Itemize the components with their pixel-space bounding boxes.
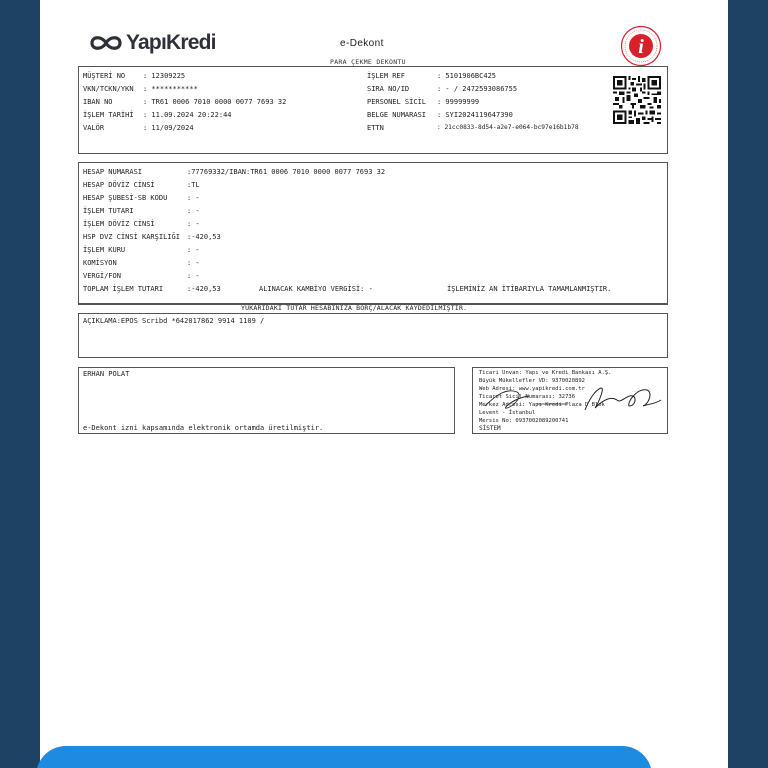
signature-label: SİSTEM <box>479 425 501 432</box>
bank-info-line: Ticari Unvan: Yapı ve Kredi Bankası A.Ş. <box>479 370 612 376</box>
info-value: : SYI2024119647390 <box>437 111 513 119</box>
qr-code-icon[interactable] <box>613 76 661 124</box>
detail-label: İŞLEM DÖVİZ CİNSİ <box>83 220 155 228</box>
detail-value: : - <box>187 207 200 215</box>
e-dekont-note: e-Dekont izni kapsamında elektronik ortamda üretilmiştir. <box>83 424 324 432</box>
info-label: BELGE NUMARASI <box>367 111 427 119</box>
detail-label: TOPLAM İŞLEM TUTARI <box>83 285 164 293</box>
info-value: : 11.09.2024 20:22:44 <box>143 111 232 119</box>
info-label: İŞLEM REF <box>367 72 405 80</box>
document-subtitle: PARA ÇEKME DEKONTU <box>330 58 406 66</box>
detail-label: İŞLEM KURU <box>83 246 126 254</box>
info-value: : 99999999 <box>437 98 480 106</box>
detail-label: HESAP NUMARASI <box>83 168 143 176</box>
kambiyo-tax: ALINACAK KAMBİYO VERGİSİ: - <box>259 285 373 293</box>
info-value: : *********** <box>143 85 198 93</box>
info-value: : 5101906BC425 <box>437 72 497 80</box>
detail-value: : - <box>187 194 200 202</box>
detail-value: : - <box>187 246 200 254</box>
bottom-action-button[interactable] <box>36 746 652 768</box>
completion-note: İŞLEMİNİZ AN İTİBARIYLA TAMAMLANMIŞTIR. <box>447 285 612 293</box>
description-box <box>78 313 668 358</box>
detail-label: KOMİSYON <box>83 259 117 267</box>
transaction-details-box <box>78 162 668 304</box>
detail-value: :77769332/IBAN:TR61 0006 7010 0000 0077 7693 32 <box>187 168 386 176</box>
bank-info-line: Levent - İstanbul <box>479 410 536 416</box>
bank-info-line: Ticaret Sicil Numarası: 32736 <box>479 394 576 400</box>
detail-label: HESAP ŞUBESİ-SB KODU <box>83 194 168 202</box>
document-page <box>40 0 728 768</box>
bank-info-box <box>472 367 668 434</box>
info-label: VALÖR <box>83 124 105 132</box>
info-value: : - / 2472593086755 <box>437 85 518 93</box>
customer-info-box <box>78 66 668 154</box>
customer-name-box <box>78 367 455 434</box>
signature-icon <box>477 382 665 416</box>
yapikredi-logo <box>88 30 216 56</box>
detail-label: HSP DVZ CİNSİ KARŞILIĞI <box>83 233 180 241</box>
detail-value: : - <box>187 259 200 267</box>
info-label: IBAN NO <box>83 98 113 106</box>
info-label: İŞLEM TARİHİ <box>83 111 134 119</box>
detail-value: :-420,53 <box>187 233 221 241</box>
debit-credit-notice: YUKARIDAKİ TUTAR HESABINIZA BORÇ/ALACAK KAYDEDİLMİŞTİR. <box>241 304 468 312</box>
info-label: VKN/TCKN/YKN <box>83 85 134 93</box>
bank-info-line: Web Adresi: www.yapikredi.com.tr <box>479 386 585 392</box>
info-value: : 11/09/2024 <box>143 124 194 132</box>
detail-value: : - <box>187 272 200 280</box>
yapikredi-logo-icon <box>88 32 124 54</box>
bank-info-line: Büyük Mükellefler VD: 9370020892 <box>479 378 585 384</box>
detail-value: :-420,53 <box>187 285 221 293</box>
info-label: SIRA NO/ID <box>367 85 410 93</box>
detail-label: VERGİ/FON <box>83 272 121 280</box>
info-value: : 12309225 <box>143 72 186 80</box>
customer-name: ERHAN POLAT <box>83 370 130 378</box>
bank-info-line: Merkez Adresi: Yapı Kredi Plaza D Blok <box>479 402 605 408</box>
description-text: AÇIKLAMA:EPOS Scribd *642017862 9914 1109 / <box>83 317 265 325</box>
bank-info-line: Mersis No: 0937002089200741 <box>479 418 569 424</box>
info-label: PERSONEL SİCİL <box>367 98 427 106</box>
info-value: : 21cc0833-8d54-a2e7-e064-bc97e16b1b78 <box>437 124 579 131</box>
brand-name: YapıKredi <box>126 31 216 54</box>
info-value: : TR61 0006 7010 0000 0077 7693 32 <box>143 98 287 106</box>
detail-value: : - <box>187 220 200 228</box>
document-title: e-Dekont <box>340 38 384 49</box>
badge-letter: i <box>638 36 644 58</box>
info-label: ETTN <box>367 124 384 132</box>
info-label: MÜŞTERİ NO <box>83 72 126 80</box>
detail-label: İŞLEM TUTARI <box>83 207 134 215</box>
detail-label: HESAP DÖVİZ CİNSİ <box>83 181 155 189</box>
certificate-badge-icon <box>620 25 662 67</box>
detail-value: :TL <box>187 181 200 189</box>
